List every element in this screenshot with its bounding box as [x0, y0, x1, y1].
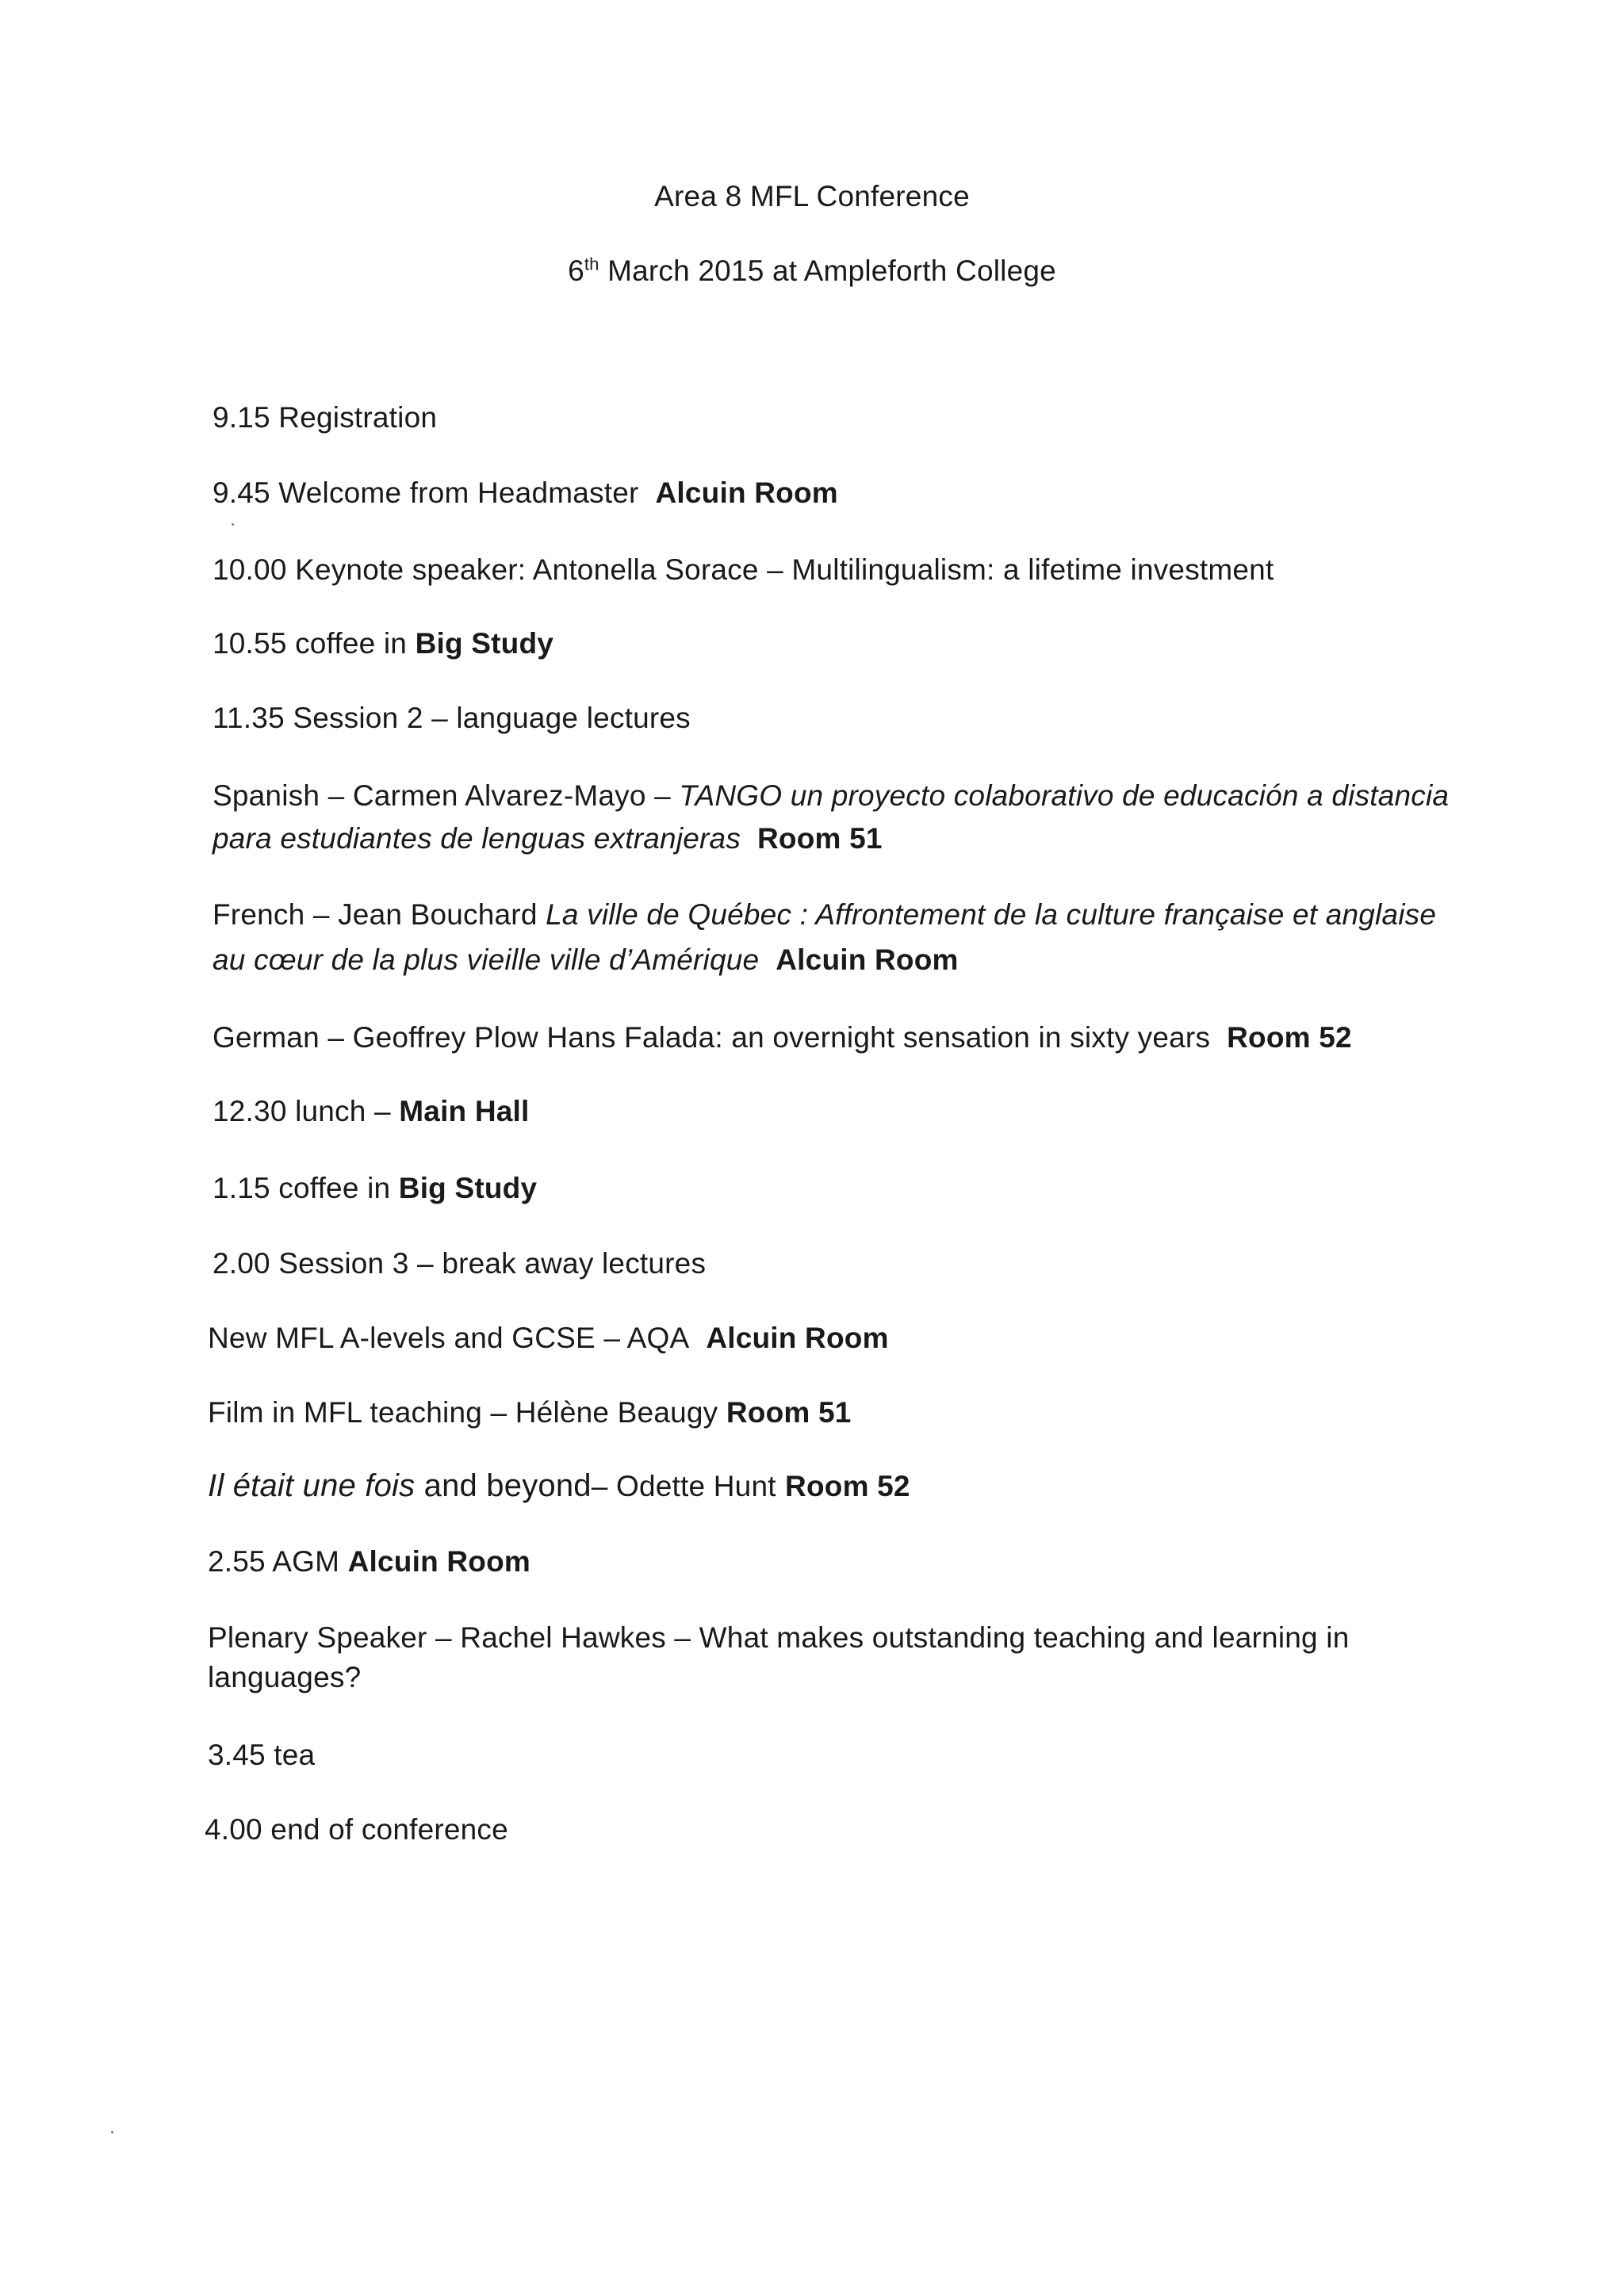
schedule-item-lunch: 12.30 lunch – Main Hall — [213, 1095, 530, 1127]
room-label: Room 51 — [756, 822, 883, 855]
scan-speck — [232, 523, 234, 526]
schedule-item-coffee-1: 10.55 coffee in Big Study — [213, 627, 554, 660]
schedule-item-session-2: 11.35 Session 2 – language lectures — [213, 702, 691, 734]
schedule-item-end: 4.00 end of conference — [205, 1813, 508, 1846]
schedule-item-plenary-line-1: Plenary Speaker – Rachel Hawkes – What makes outstanding teaching and learning in — [208, 1621, 1350, 1654]
lecture-title: au cœur de la plus vieille ville d’Amérique — [213, 943, 760, 976]
lecture-conte: Il était une fois and beyond– Odette Hunt Room 52 — [208, 1468, 910, 1503]
room-label: Main Hall — [399, 1095, 530, 1127]
document-date: 6th March 2015 at Ampleforth College — [568, 254, 1056, 287]
room-label: Alcuin Room — [655, 476, 838, 509]
room-label: Big Study — [415, 627, 554, 660]
lecture-title: TANGO un proyecto colaborativo de educación a distancia — [679, 779, 1450, 812]
lecture-title: para estudiantes de lenguas extranjeras — [213, 822, 741, 855]
room-label: Room 52 — [785, 1470, 910, 1502]
schedule-item-registration: 9.15 Registration — [213, 401, 438, 434]
room-label: Alcuin Room — [776, 943, 959, 976]
lecture-title: La ville de Québec : Affrontement de la culture française et anglaise — [546, 898, 1437, 931]
schedule-item-agm: 2.55 AGM Alcuin Room — [208, 1545, 530, 1578]
lecture-alevels: New MFL A-levels and GCSE – AQA Alcuin Room — [208, 1322, 889, 1354]
room-label: Alcuin Room — [706, 1322, 889, 1354]
room-label: Alcuin Room — [347, 1545, 530, 1578]
schedule-item-tea: 3.45 tea — [208, 1739, 316, 1771]
room-label: Room 52 — [1227, 1021, 1352, 1054]
lecture-french-line-2 — [213, 941, 959, 979]
lecture-french-line-1: French – Jean Bouchard La ville de Québec : Affrontement de la culture française et anglaise — [213, 898, 1437, 931]
lecture-spanish-line-1: Spanish – Carmen Alvarez-Mayo – TANGO un proyecto colaborativo de educación a distancia — [213, 779, 1450, 812]
room-label: Room 51 — [726, 1396, 852, 1429]
lecture-spanish-line-2 — [213, 820, 883, 858]
schedule-item-coffee-2: 1.15 coffee in Big Study — [213, 1172, 538, 1204]
schedule-item-welcome: 9.45 Welcome from Headmaster Alcuin Room — [213, 476, 838, 509]
schedule-item-session-3: 2.00 Session 3 – break away lectures — [213, 1247, 707, 1280]
schedule-item-keynote: 10.00 Keynote speaker: Antonella Sorace – Multilingualism: a lifetime investment — [213, 553, 1274, 586]
lecture-film: Film in MFL teaching – Hélène Beaugy Room 51 — [208, 1396, 852, 1429]
lecture-title: Il était une fois — [208, 1468, 416, 1503]
room-label: Big Study — [398, 1172, 538, 1204]
document-title: Area 8 MFL Conference — [654, 180, 970, 212]
lecture-german: German – Geoffrey Plow Hans Falada: an overnight sensation in sixty years Room 52 — [213, 1021, 1352, 1054]
scan-speck — [111, 2131, 113, 2133]
schedule-item-plenary-line-2: languages? — [208, 1661, 362, 1693]
